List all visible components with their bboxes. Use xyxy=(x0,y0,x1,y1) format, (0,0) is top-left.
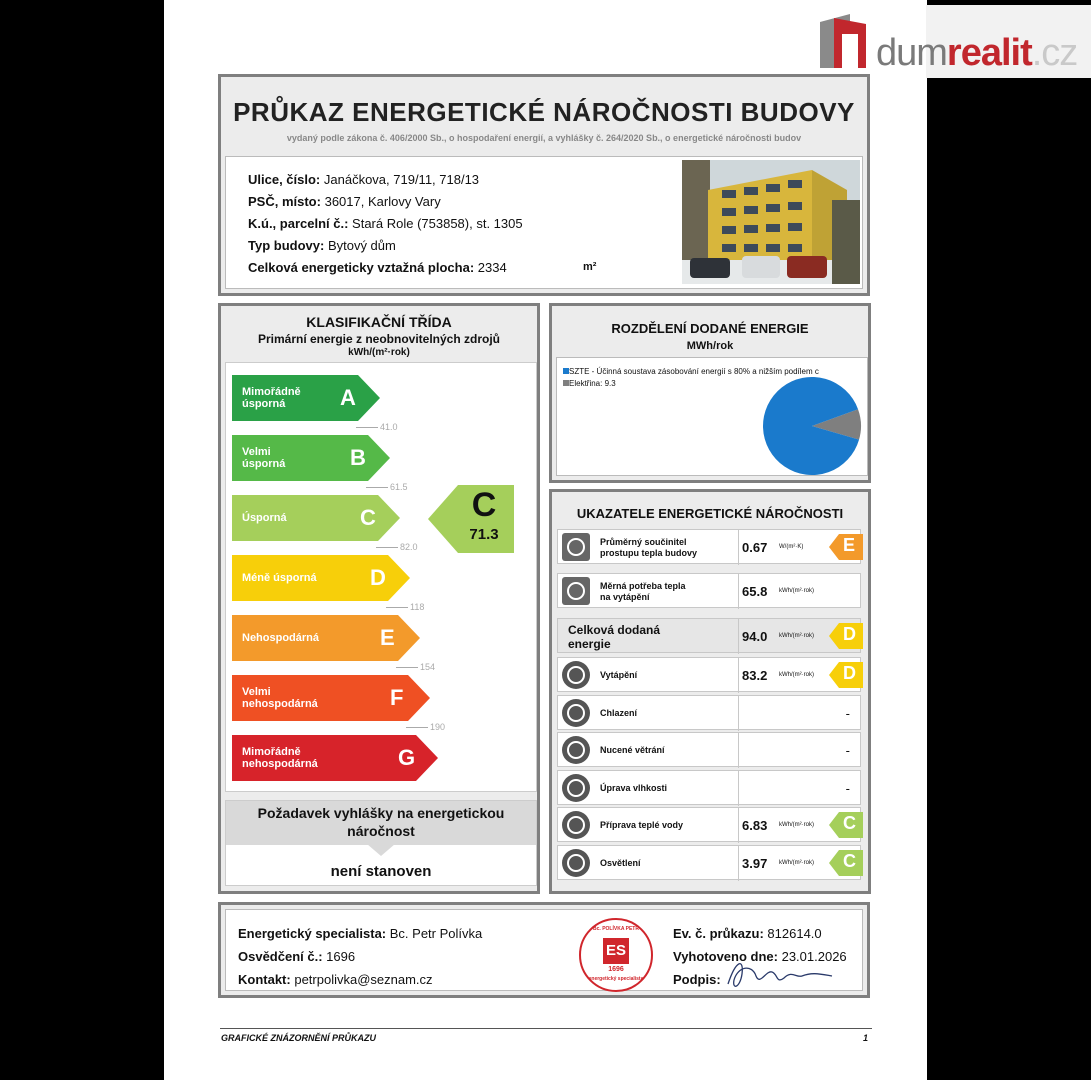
area-row: Celková energeticky vztažná plocha: 2334 xyxy=(248,260,507,275)
indicator-row xyxy=(557,695,861,730)
indicator-row xyxy=(557,845,861,880)
indicator-empty-value: - xyxy=(845,781,850,796)
class-scale xyxy=(225,362,537,792)
page-number: 1 xyxy=(863,1033,869,1043)
current-class-letter: C xyxy=(471,486,497,524)
header-section xyxy=(218,74,870,296)
indicator-value-cell xyxy=(738,696,862,731)
class-e-arrow xyxy=(232,615,422,661)
footer-rule xyxy=(220,1028,872,1029)
class-letter: D xyxy=(370,565,386,590)
indicator-value: 83.2 xyxy=(742,668,768,683)
class-c-arrow xyxy=(232,495,402,541)
specialist-panel xyxy=(225,909,863,991)
humidity-cloud-icon xyxy=(562,774,590,802)
fan-icon xyxy=(562,736,590,764)
specialist-stamp: Bc. POLÍVKA PETR ES 1696 energetický specialista xyxy=(579,918,653,992)
distribution-unit: MWh/rok xyxy=(686,340,734,352)
class-a-arrow xyxy=(232,375,382,421)
indicator-empty-value: - xyxy=(845,706,850,721)
class-threshold: 61.5 xyxy=(366,482,408,492)
indicator-name: Osvětlení xyxy=(600,858,641,868)
classification-title: KLASIFIKAČNÍ TŘÍDA xyxy=(306,314,452,330)
class-f-arrow xyxy=(232,675,432,721)
indicator-row xyxy=(557,732,861,767)
class-label: Úsporná xyxy=(242,512,287,524)
document-subtitle: vydaný podle zákona č. 406/2000 Sb., o hospodaření energií, a vyhlášky č. 264/2020 Sb., o energetické náročnosti budov xyxy=(286,133,802,143)
indicator-class-letter: C xyxy=(843,813,856,833)
pie-chart xyxy=(761,377,863,475)
site-logo[interactable] xyxy=(818,8,1091,78)
classification-unit: kWh/(m²·rok) xyxy=(348,347,410,358)
class-d-arrow xyxy=(232,555,412,601)
classification-section xyxy=(218,303,540,894)
indicator-class-letter: C xyxy=(843,851,856,871)
indicator-row xyxy=(557,573,861,608)
indicator-value: 6.83 xyxy=(742,818,768,833)
indicator-unit: kWh/(m²·rok) xyxy=(779,822,814,828)
class-label: Velmi nehospodárná xyxy=(242,686,318,710)
indicator-value-cell xyxy=(738,808,862,843)
legend-item-szte: SZTE - Účinná soustava zásobování energií s 80% a nižším podílem c xyxy=(563,367,819,376)
indicator-unit: kWh/(m²·rok) xyxy=(779,588,814,594)
thermometer-plus-icon xyxy=(562,661,590,689)
class-letter: E xyxy=(380,625,395,650)
class-label: Velmi úsporná xyxy=(242,446,286,470)
class-b-arrow xyxy=(232,435,392,481)
building-photo xyxy=(682,160,860,284)
requirement-header xyxy=(226,801,536,845)
thermometer-icon xyxy=(562,699,590,727)
logo-building-icon xyxy=(820,14,866,68)
indicators-title: UKAZATELE ENERGETICKÉ NÁROČNOSTI xyxy=(576,506,844,521)
indicator-name: Celková dodaná energie xyxy=(568,622,661,651)
class-threshold: 82.0 xyxy=(376,542,418,552)
indicator-row xyxy=(557,770,861,805)
indicator-value-cell xyxy=(738,771,862,806)
indicator-class-letter: D xyxy=(843,663,856,683)
street-row: Ulice, číslo: Janáčkova, 719/11, 718/13 xyxy=(248,172,480,187)
specialist-cert-row: Osvědčení č.: 1696 xyxy=(238,949,356,964)
indicator-class-letter: D xyxy=(843,624,856,644)
requirement-value: není stanoven xyxy=(330,863,432,880)
specialist-contact-row: Kontakt: petrpolivka@seznam.cz xyxy=(238,972,433,987)
indicator-name: Příprava teplé vody xyxy=(600,820,684,830)
requirement-pointer xyxy=(367,844,395,856)
indicator-value: 3.97 xyxy=(742,856,768,871)
class-label: Méně úsporná xyxy=(242,572,317,584)
class-label: Nehospodárná xyxy=(242,632,320,644)
class-threshold: 41.0 xyxy=(356,422,398,432)
distribution-section xyxy=(549,303,871,483)
indicator-value: 94.0 xyxy=(742,629,768,644)
date-row: Vyhotoveno dne: 23.01.2026 xyxy=(673,949,847,964)
class-letter: B xyxy=(350,445,366,470)
class-letter: F xyxy=(390,685,404,710)
distribution-title: ROZDĚLENÍ DODANÉ ENERGIE xyxy=(611,321,809,336)
document-title: PRŮKAZ ENERGETICKÉ NÁROČNOSTI BUDOVY xyxy=(233,97,855,127)
indicator-empty-value: - xyxy=(845,743,850,758)
class-letter: C xyxy=(360,505,376,530)
indicator-row xyxy=(557,807,861,842)
requirement-title-line1: Požadavek vyhlášky na energetickou xyxy=(257,805,505,821)
class-label: Mimořádně nehospodárná xyxy=(242,746,318,770)
indicator-name: Průměrný součinitel prostupu tepla budovy xyxy=(600,536,698,558)
legend-item-elektrina: Elektřina: 9.3 xyxy=(563,379,616,388)
indicator-name: Chlazení xyxy=(600,708,638,718)
class-g-arrow xyxy=(232,735,440,781)
ev-number-row: Ev. č. průkazu: 812614.0 xyxy=(673,926,822,941)
class-letter: A xyxy=(340,385,356,410)
area-unit: m² xyxy=(583,261,597,273)
footer-label: GRAFICKÉ ZNÁZORNĚNÍ PRŮKAZU xyxy=(221,1033,376,1043)
house-icon xyxy=(562,533,590,561)
indicator-row xyxy=(557,657,861,692)
building-type-row: Typ budovy: Bytový dům xyxy=(248,238,396,253)
indicator-name: Měrná potřeba tepla na vytápění xyxy=(600,580,686,602)
indicator-name: Úprava vlhkosti xyxy=(600,783,668,793)
class-threshold: 154 xyxy=(396,662,435,672)
indicator-value-cell xyxy=(738,574,862,609)
indicator-class-letter: E xyxy=(843,535,856,555)
indicator-value: 65.8 xyxy=(742,584,768,599)
indicator-row xyxy=(557,618,861,653)
light-bulb-icon xyxy=(562,849,590,877)
class-letter: G xyxy=(398,745,416,770)
indicator-value-cell xyxy=(738,658,862,693)
current-class-value: 71.3 xyxy=(469,526,499,543)
requirement-panel xyxy=(225,800,537,886)
logo-wordmark: dumrealit.cz xyxy=(876,32,1078,74)
indicator-unit: kWh/(m²·rok) xyxy=(779,860,814,866)
building-info-panel xyxy=(225,156,863,289)
water-tap-icon xyxy=(562,811,590,839)
indicator-value-cell xyxy=(738,733,862,768)
indicator-value: 0.67 xyxy=(742,540,768,555)
class-label: Mimořádně úsporná xyxy=(242,386,301,410)
heat-waves-icon xyxy=(562,577,590,605)
specialist-name-row: Energetický specialista: Bc. Petr Polívka xyxy=(238,926,483,941)
class-threshold: 118 xyxy=(386,602,424,612)
psc-row: PSČ, místo: 36017, Karlovy Vary xyxy=(248,194,441,209)
indicator-name: Nucené větrání xyxy=(600,745,665,755)
classification-subtitle: Primární energie z neobnovitelných zdrojů xyxy=(257,332,501,346)
indicator-unit: kWh/(m²·rok) xyxy=(779,672,814,678)
indicator-value-cell xyxy=(738,619,862,654)
indicator-value-cell xyxy=(738,846,862,881)
indicator-name: Vytápění xyxy=(600,670,638,680)
distribution-chart xyxy=(556,357,868,476)
requirement-title-line2: náročnost xyxy=(347,823,415,839)
indicator-row xyxy=(557,529,861,564)
class-threshold: 190 xyxy=(406,722,445,732)
specialist-section xyxy=(218,902,870,998)
indicator-value-cell xyxy=(738,530,862,565)
indicator-unit: W/(m²·K) xyxy=(779,544,804,550)
signature-image xyxy=(722,954,846,992)
cadastre-row: K.ú., parcelní č.: Stará Role (753858), st. 1305 xyxy=(248,216,523,231)
signature-row: Podpis: xyxy=(673,972,721,987)
indicator-unit: kWh/(m²·rok) xyxy=(779,633,814,639)
